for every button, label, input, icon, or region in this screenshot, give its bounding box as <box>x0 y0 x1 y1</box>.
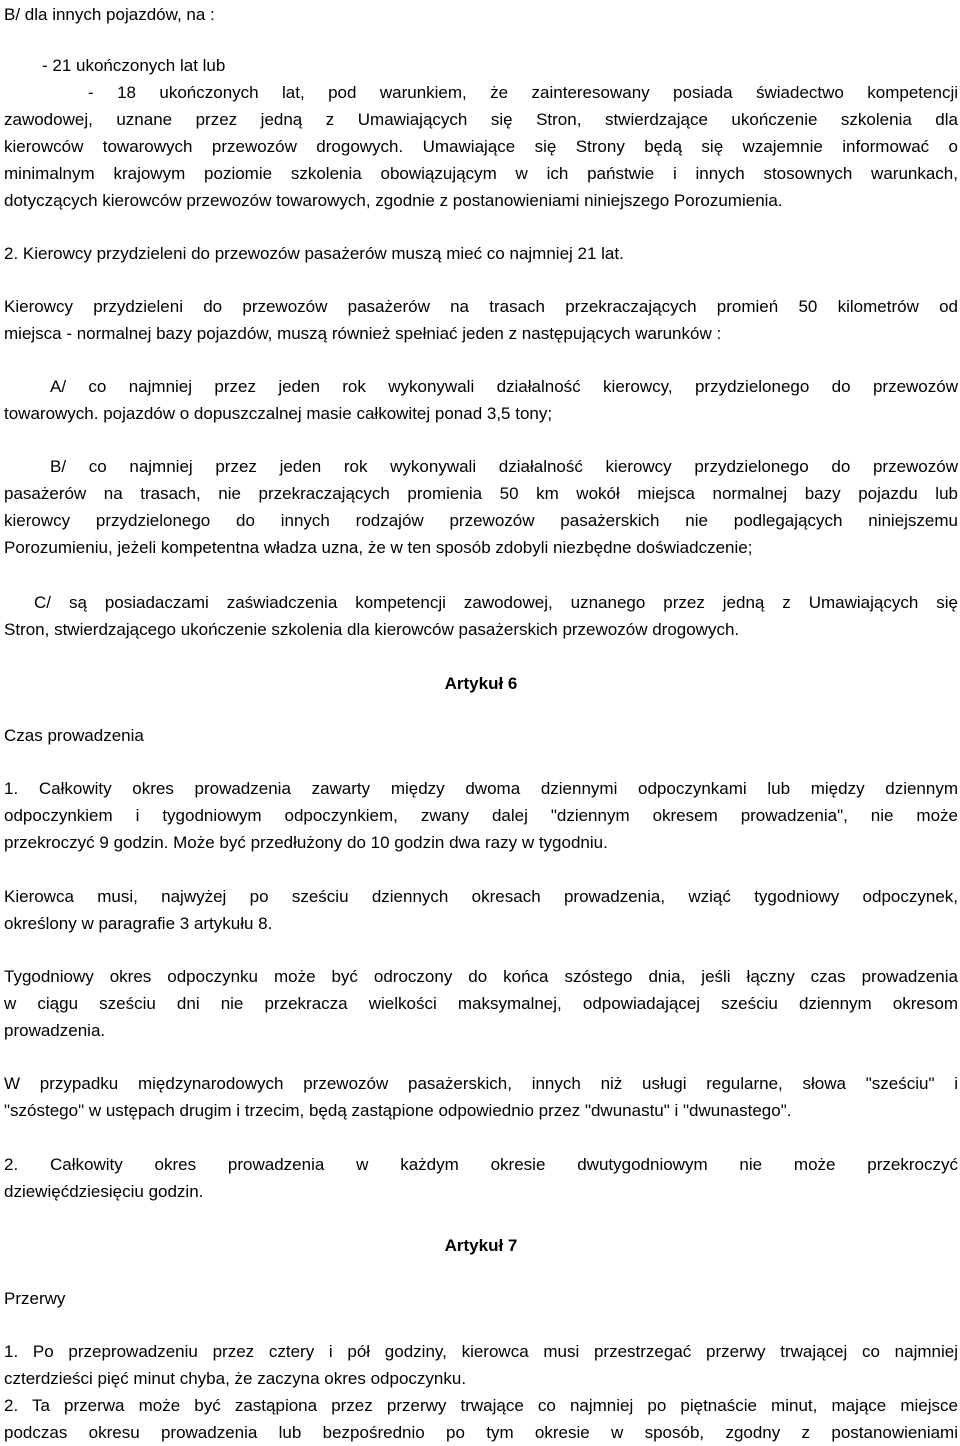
section-title-driving-time: Czas prowadzenia <box>4 726 144 745</box>
text-line: "szóstego" w ustępach drugim i trzecim, będą zastąpione odpowiednio przez "dwunastu" i "dwunastego". <box>4 1101 792 1120</box>
text-line: zawodowej, uznane przez jedną z Umawiających się Stron, stwierdzające ukończenie szkolenia dla <box>4 110 958 129</box>
condition-c: C/ są posiadaczami zaświadczenia kompetencji zawodowej, uznanego przez jedną z Umawiających się <box>34 593 958 612</box>
text-line: 2. Ta przerwa może być zastąpiona przez przerwy trwające co najmniej po piętnaście minut, mające miejsce <box>4 1396 958 1415</box>
text-line: towarowych. pojazdów o dopuszczalnej masie całkowitej ponad 3,5 tony; <box>4 404 553 423</box>
text-line: prowadzenia. <box>4 1021 106 1040</box>
text-line: przekroczyć 9 godzin. Może być przedłużony do 10 godzin dwa razy w tygodniu. <box>4 833 608 852</box>
text-line: dotyczących kierowców przewozów towarowych, zgodnie z postanowieniami niniejszego Porozumienia. <box>4 191 783 210</box>
text-line: Kierowcy przydzieleni do przewozów pasażerów na trasach przekraczających promień 50 kilometrów od <box>4 297 958 316</box>
text-line: w ciągu sześciu dni nie przekracza wielkości maksymalnej, odpowiadającej sześciu dziennym okresom <box>4 994 958 1013</box>
text-line: Tygodniowy okres odpoczynku może być odroczony do końca szóstego dnia, jeśli łączny czas prowadzenia <box>4 967 958 986</box>
paragraph-2: 2. Kierowcy przydzieleni do przewozów pasażerów muszą mieć co najmniej 21 lat. <box>4 244 624 263</box>
text-line: dziewięćdziesięciu godzin. <box>4 1182 204 1201</box>
condition-a: A/ co najmniej przez jeden rok wykonywali działalność kierowcy, przydzielonego do przewozów <box>50 377 958 396</box>
text-line: odpoczynkiem i tygodniowym odpoczynkiem, zwany dalej "dziennym okresem prowadzenia", nie może <box>4 806 958 825</box>
condition-b: B/ co najmniej przez jeden rok wykonywali działalność kierowcy przydzielonego do przewozów <box>50 457 958 476</box>
article-7-heading: Artykuł 7 <box>444 1236 518 1255</box>
text-line: miejsca - normalnej bazy pojazdów, muszą również spełniać jeden z następujących warunków : <box>4 324 722 343</box>
text-line: Stron, stwierdzającego ukończenie szkolenia dla kierowców pasażerskich przewozów drogowych. <box>4 620 740 639</box>
text-line: Porozumieniu, jeżeli kompetentna władza uzna, że w ten sposób zdobyli niezbędne doświadczenie; <box>4 538 753 557</box>
text-line: podczas okresu prowadzenia lub bezpośrednio po tym okresie w sposób, zgodny z postanowieniami <box>4 1423 958 1442</box>
text-line: - 18 ukończonych lat, pod warunkiem, że zainteresowany posiada świadectwo kompetencji <box>88 83 958 102</box>
section-b-heading: B/ dla innych pojazdów, na : <box>4 5 215 24</box>
text-line: kierowców towarowych przewozów drogowych. Umawiające się Strony będą się wzajemnie informować o <box>4 137 958 156</box>
text-line: 1. Całkowity okres prowadzenia zawarty między dwoma dziennymi odpoczynkami lub między dziennym <box>4 779 958 798</box>
text-line: kierowcy przydzielonego do innych rodzajów przewozów pasażerskich nie podlegających niniejszemu <box>4 511 958 530</box>
text-line: 1. Po przeprowadzeniu przez cztery i pół godziny, kierowca musi przestrzegać przerwy trwającej co najmniej <box>4 1342 958 1361</box>
text-line: określony w paragrafie 3 artykułu 8. <box>4 914 273 933</box>
text-line: minimalnym krajowym poziomie szkolenia obowiązującym w ich państwie i innych stosownych warunkach, <box>4 164 958 183</box>
text-line: czterdzieści pięć minut chyba, że zaczyna okres odpoczynku. <box>4 1369 467 1388</box>
text-line: pasażerów na trasach, nie przekraczających promienia 50 km wokół miejsca normalnej bazy pojazdu lub <box>4 484 958 503</box>
section-title-breaks: Przerwy <box>4 1289 66 1308</box>
text-line: Kierowca musi, najwyżej po sześciu dziennych okresach prowadzenia, wziąć tygodniowy odpoczynek, <box>4 887 958 906</box>
list-item-21-years: - 21 ukończonych lat lub <box>42 56 226 75</box>
text-line: 2. Całkowity okres prowadzenia w każdym okresie dwutygodniowym nie może przekroczyć <box>4 1155 958 1174</box>
text-line: W przypadku międzynarodowych przewozów pasażerskich, innych niż usługi regularne, słowa "sześciu" i <box>4 1074 958 1093</box>
article-6-heading: Artykuł 6 <box>444 674 518 693</box>
